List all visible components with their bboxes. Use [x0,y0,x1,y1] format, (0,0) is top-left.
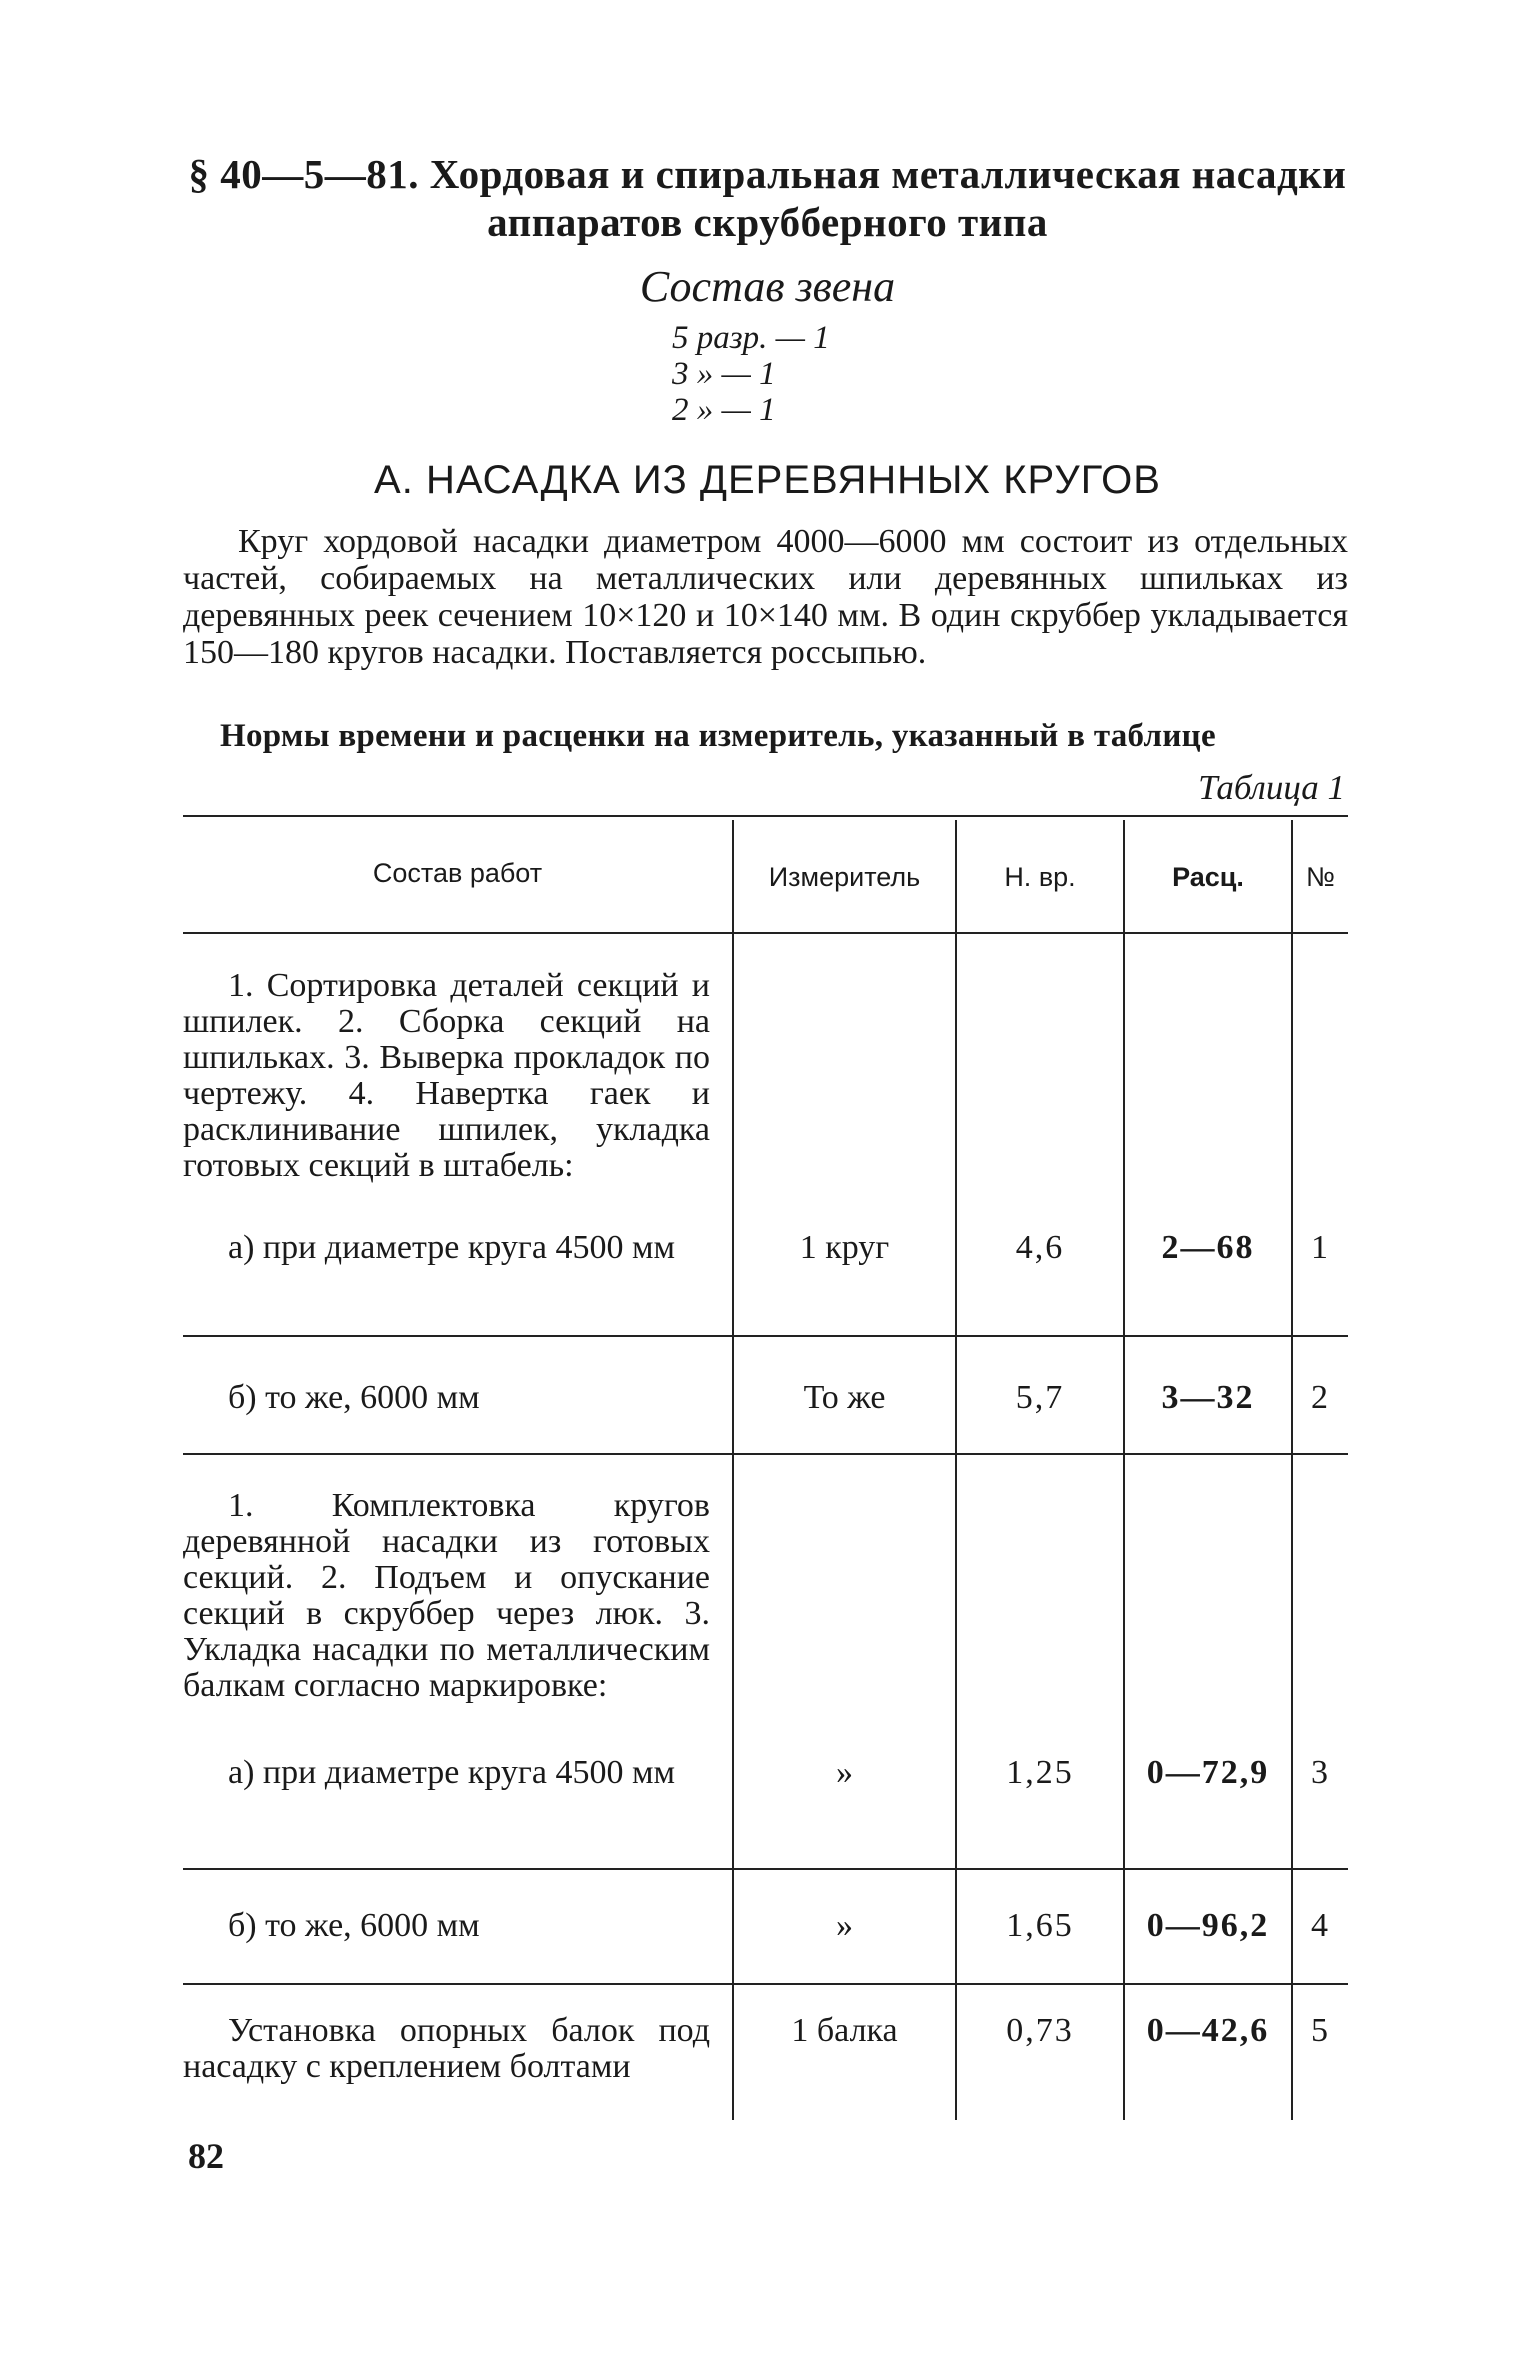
row1-work: а) при диаметре круга 4500 мм [228,1229,675,1266]
row1-time: 4,6 [1015,1229,1065,1266]
section-a-title: А. НАСАДКА ИЗ ДЕРЕВЯННЫХ КРУГОВ [374,458,1161,502]
row3-rate: 0—72,9 [1146,1754,1270,1791]
header-unit: Измеритель [768,862,921,892]
row1-unit: 1 круг [799,1229,890,1266]
row3-work: а) при диаметре круга 4500 мм [228,1754,675,1791]
row4-no: 4 [1311,1907,1330,1944]
row3-time: 1,25 [1006,1754,1074,1791]
crew-title: Состав звена [639,262,896,311]
group2-text: 1. Комплектовка кругов деревянной насадки из готовых секций. 2. Подъем и опускание секций в скруббер через люк. 3. Укладка насадки по металлическим балкам согласно маркировке: [183,1487,710,1704]
row4-rate: 0—96,2 [1146,1907,1270,1944]
row2-no: 2 [1311,1379,1330,1416]
table-top-rule [183,815,1348,817]
row1-no: 1 [1311,1229,1330,1266]
row1-rate: 2—68 [1161,1229,1255,1266]
header-bottom-rule [183,932,1348,934]
group1-text: 1. Сортировка деталей секций и шпилек. 2. Сборка секций на шпильках. 3. Выверка прокладок по чертежу. 4. Навертка гаек и расклинивание шпилек, укладка готовых секций в штабель: [183,967,710,1184]
row4-time: 1,65 [1006,1907,1074,1944]
table-row [183,1908,710,1944]
header-no: № [1306,862,1335,892]
table-row [183,2013,710,2085]
row-rule-2 [183,1453,1348,1455]
crew-line-1: 5 разр. — 1 [672,320,830,356]
header-work: Состав работ [372,858,543,888]
table-row [183,1230,710,1266]
row5-no: 5 [1311,2012,1330,2049]
group1-description [183,968,710,1184]
row3-no: 3 [1311,1754,1330,1791]
description-paragraph [183,523,1348,671]
section-heading: § 40—5—81. Хордовая и спиральная металлическая насадки аппаратов скрубберного типа [188,151,1347,245]
group2-description [183,1488,710,1704]
row4-work: б) то же, 6000 мм [228,1907,480,1944]
page-number: 82 [188,2136,224,2176]
row2-work: б) то же, 6000 мм [228,1379,480,1416]
row5-time: 0,73 [1006,2012,1074,2049]
row2-rate: 3—32 [1161,1379,1255,1416]
norms-title: Нормы времени и расценки на измеритель, указанный в таблице [220,718,1216,754]
row2-time: 5,7 [1015,1379,1065,1416]
row5-rate: 0—42,6 [1146,2012,1270,2049]
table-label: Таблица 1 [1198,768,1345,807]
row2-unit: То же [803,1379,886,1416]
row5-work: Установка опорных балок под насадку с креплением болтами [183,2012,710,2085]
crew-line-2: 3 » — 1 [672,356,776,392]
header-rate: Расц. [1172,862,1244,892]
description-text: Круг хордовой насадки диаметром 4000—6000 мм состоит из отдельных частей, собираемых на металлических или деревянных шпильках из деревянных реек сечением 10×120 и 10×140 мм. В один скруббер укладывается 150—180 кругов насадки. Поставляется россыпью. [183,523,1348,671]
header-time: Н. вр. [1004,862,1076,892]
row5-unit: 1 балка [791,2012,898,2049]
row3-unit: » [836,1754,853,1791]
crew-line-3: 2 » — 1 [672,392,776,428]
table-row [183,1755,710,1791]
row4-unit: » [836,1907,853,1944]
row-rule-3 [183,1868,1348,1870]
table-row [183,1380,710,1416]
row-rule-4 [183,1983,1348,1985]
row-rule-1 [183,1335,1348,1337]
